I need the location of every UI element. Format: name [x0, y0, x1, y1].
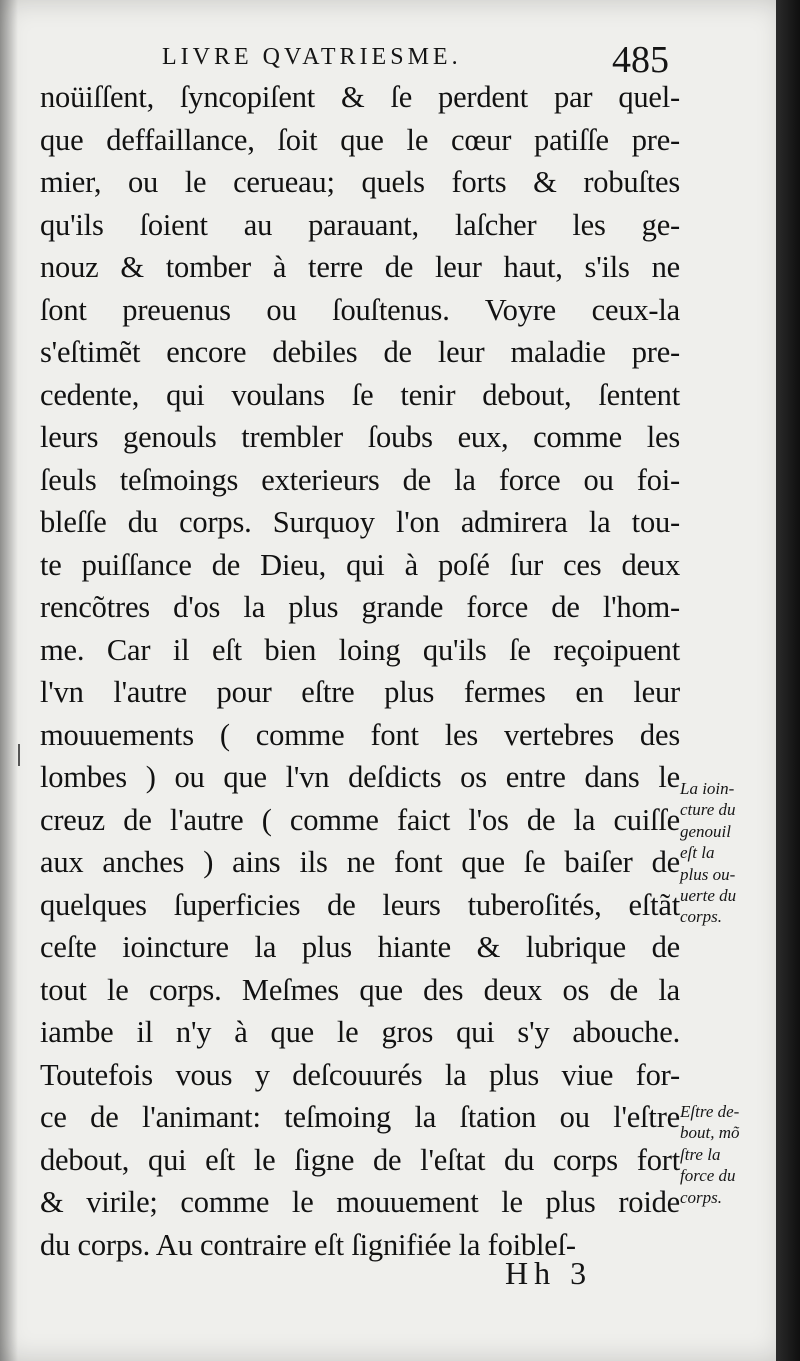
text-line: tout le corps. Meſmes que des deux os de la: [40, 972, 680, 1007]
text-line: du corps. Au contraire eſt ſignifiée la foibleſ-: [40, 1227, 576, 1262]
text-line: que deffaillance, ſoit que le cœur patiſſe pre-: [40, 122, 680, 157]
margin-note-line: bout, mõ: [680, 1123, 740, 1143]
text-line: s'eſtimẽt encore debiles de leur maladie pre-: [40, 335, 680, 369]
margin-note-line: La ioin-: [680, 779, 735, 798]
page-number: 485: [612, 39, 669, 81]
text-line: ce de l'animant: teſmoing la ſtation ou l'eſtre: [40, 1100, 680, 1134]
margin-note-line: uerte du: [680, 885, 737, 905]
margin-note-line: corps.: [680, 1187, 723, 1207]
text-line: me. Car il eſt bien loing qu'ils ſe reçoipuent: [40, 632, 680, 667]
margin-note-line: corps.: [680, 907, 723, 927]
text-line: bleſſe du corps. Surquoy l'on admirera la tou-: [40, 505, 680, 539]
text-line: qu'ils ſoient au parauant, laſcher les ge-: [40, 207, 680, 242]
page-edge-shadow: [776, 0, 800, 1361]
margin-note-knee-joint: [680, 778, 772, 928]
margin-note-line: genouil: [680, 821, 731, 841]
margin-note-line: plus ou-: [680, 864, 736, 884]
margin-note-line: cture du: [680, 800, 736, 820]
text-line: lombes ) ou que l'vn deſdicts os entre dans le: [40, 760, 680, 794]
text-line: iambe il n'y à que le gros qui s'y abouche.: [40, 1015, 680, 1049]
text-line: l'vn l'autre pour eſtre plus fermes en leur: [40, 675, 680, 709]
margin-note-standing: [680, 1101, 772, 1208]
gutter-shadow: [0, 0, 18, 1361]
margin-note-line: eſt la: [680, 843, 715, 863]
text-line: nouz & tomber à terre de leur haut, s'ils ne: [40, 250, 680, 284]
text-line: aux anches ) ains ils ne font que ſe baiſer de: [40, 845, 680, 879]
margin-note-line: ſtre la: [680, 1144, 721, 1164]
text-line: ceſte ioincture la plus hiante & lubrique de: [40, 930, 680, 964]
text-line: debout, qui eſt le ſigne de l'eſtat du corps fort: [40, 1142, 680, 1177]
margin-mark: [18, 744, 20, 766]
text-line: te puiſſance de Dieu, qui à poſé ſur ces deux: [40, 547, 680, 582]
text-line: mouuements ( comme font les vertebres des: [40, 717, 680, 752]
text-line: mier, ou le cerueau; quels forts & robuſtes: [40, 165, 680, 199]
body-text: [40, 76, 680, 1266]
margin-note-line: Eſtre de-: [680, 1102, 740, 1121]
running-head: LIVRE QVATRIESME.: [162, 44, 462, 70]
text-line: Toutefois vous y deſcouurés la plus viue for-: [40, 1057, 680, 1092]
margin-note-line: force du: [680, 1166, 736, 1186]
text-line: ſont preuenus ou ſouſtenus. Voyre ceux-la: [40, 292, 680, 327]
signature-mark: Hh 3: [505, 1255, 593, 1291]
text-line: noüiſſent, ſyncopiſent & ſe perdent par quel-: [40, 80, 680, 114]
text-line: ſeuls teſmoings exterieurs de la force ou foi-: [40, 462, 680, 497]
text-line: rencõtres d'os la plus grande force de l'hom-: [40, 590, 680, 624]
text-line: & virile; comme le mouuement le plus roide: [40, 1185, 680, 1219]
text-line: cedente, qui voulans ſe tenir debout, ſentent: [40, 377, 680, 412]
text-line: leurs genouls trembler ſoubs eux, comme les: [40, 420, 680, 454]
text-line: creuz de l'autre ( comme faict l'os de la cuiſſe: [40, 802, 680, 837]
text-line: quelques ſuperficies de leurs tuberoſités, eſtãt: [40, 887, 680, 922]
